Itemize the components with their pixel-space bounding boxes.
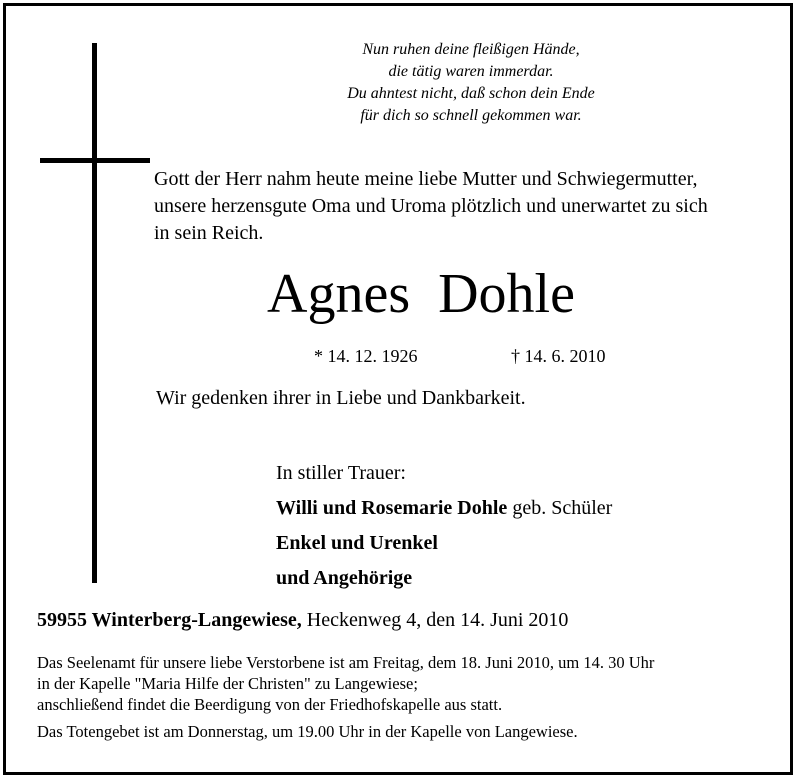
mourners-line: Enkel und Urenkel <box>276 532 438 554</box>
poem-line: für dich so schnell gekommen war. <box>360 107 582 124</box>
deceased-name: Agnes Dohle <box>267 263 575 325</box>
obituary-notice <box>3 3 793 775</box>
address-town: 59955 Winterberg-Langewiese, <box>37 609 302 631</box>
poem-line: Nun ruhen deine fleißigen Hände, <box>362 41 580 58</box>
details-line: anschließend findet die Beerdigung von der Friedhofskapelle aus statt. <box>37 695 503 714</box>
mourners-line <box>276 491 612 526</box>
birth-date: * 14. 12. 1926 <box>314 346 418 366</box>
intro-line: Gott der Herr nahm heute meine liebe Mutter und Schwiegermutter, <box>154 168 698 190</box>
service-details <box>37 652 654 742</box>
intro-text <box>154 166 708 247</box>
poem-line: Du ahntest nicht, daß schon dein Ende <box>347 85 595 102</box>
address-line <box>37 609 568 632</box>
mourners-line: und Angehörige <box>276 567 413 589</box>
details-line: Das Totengebet ist am Donnerstag, um 19.00 Uhr in der Kapelle von Langewiese. <box>37 722 578 741</box>
intro-line: unsere herzensgute Oma und Uroma plötzlich und unerwartet zu sich <box>154 195 708 217</box>
poem <box>251 39 691 127</box>
death-date: † 14. 6. 2010 <box>511 346 606 366</box>
remembrance-line: Wir gedenken ihrer in Liebe und Dankbarkeit. <box>156 387 526 409</box>
details-line: Das Seelenamt für unsere liebe Verstorbene ist am Freitag, dem 18. Juni 2010, um 14. 30 Uhr <box>37 653 655 672</box>
mourners-heading: In stiller Trauer: <box>276 462 406 484</box>
address-street-date: Heckenweg 4, den 14. Juni 2010 <box>301 609 569 631</box>
poem-line: die tätig waren immerdar. <box>388 63 554 80</box>
mourners-maiden-name: geb. Schüler <box>507 497 613 519</box>
mourners-block <box>276 456 612 596</box>
cross-horizontal-bar <box>40 158 150 163</box>
details-line: in der Kapelle "Maria Hilfe der Christen" zu Langewiese; <box>37 674 418 693</box>
intro-line: in sein Reich. <box>154 222 264 244</box>
mourners-names: Willi und Rosemarie Dohle <box>276 497 508 519</box>
